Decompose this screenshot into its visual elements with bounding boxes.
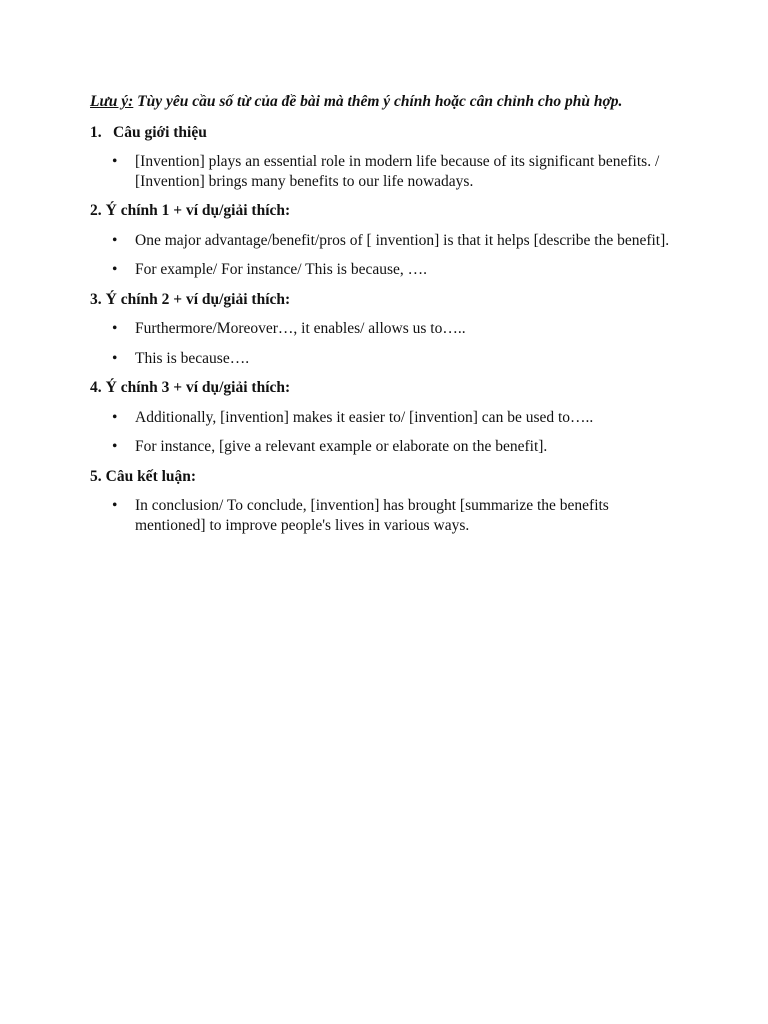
- section-title: Câu giới thiệu: [113, 123, 207, 141]
- list-item: [90, 349, 670, 369]
- bullet-icon: •: [112, 349, 118, 367]
- list-item: [90, 408, 670, 428]
- section-heading: [90, 467, 670, 487]
- list-item-text: In conclusion/ To conclude, [invention] has brought [summarize the benefits mentioned] to improve people's lives in various ways.: [135, 497, 609, 534]
- section-heading: [90, 201, 670, 221]
- list-item-text: [Invention] plays an essential role in modern life because of its significant benefits. / [Invention] brings many benefits to our life nowadays.: [135, 153, 660, 190]
- list-item-text: For example/ For instance/ This is because, ….: [135, 261, 428, 278]
- bullet-icon: •: [112, 497, 118, 514]
- section-number: 2.: [90, 202, 102, 219]
- bullet-list: [90, 408, 670, 457]
- list-item: [90, 260, 670, 280]
- section-heading: [90, 378, 670, 398]
- list-item: [90, 152, 670, 191]
- list-item: [90, 319, 670, 339]
- section-number: 5.: [90, 467, 102, 485]
- list-item: [90, 496, 670, 535]
- bullet-icon: •: [112, 408, 118, 426]
- section-title: Ý chính 1 + ví dụ/giải thích:: [105, 202, 291, 219]
- bullet-list: [90, 496, 670, 535]
- note-paragraph: [90, 92, 670, 112]
- section-number: 1.: [90, 123, 102, 141]
- section-main-idea-1: [90, 201, 670, 280]
- section-title: Câu kết luận:: [105, 467, 197, 485]
- section-number: 4.: [90, 379, 102, 396]
- bullet-list: [90, 152, 670, 191]
- bullet-icon: •: [112, 231, 118, 249]
- document-page: [90, 92, 670, 545]
- list-item: [90, 231, 670, 251]
- section-main-idea-2: [90, 290, 670, 369]
- section-heading: [90, 290, 670, 310]
- section-title: Ý chính 3 + ví dụ/giải thích:: [105, 379, 291, 396]
- list-item-text: Additionally, [invention] makes it easier to/ [invention] can be used to…..: [135, 408, 594, 426]
- section-title: Ý chính 2 + ví dụ/giải thích:: [105, 290, 291, 308]
- section-main-idea-3: [90, 378, 670, 457]
- bullet-icon: •: [112, 438, 118, 455]
- note-label: Lưu ý:: [90, 93, 134, 110]
- list-item-text: Furthermore/Moreover…, it enables/ allows us to…..: [135, 320, 466, 337]
- list-item-text: For instance, [give a relevant example or elaborate on the benefit].: [135, 438, 548, 455]
- list-item-text: One major advantage/benefit/pros of [ invention] is that it helps [describe the benefit].: [135, 231, 670, 249]
- list-item: [90, 437, 670, 457]
- bullet-icon: •: [112, 261, 118, 278]
- bullet-list: [90, 319, 670, 368]
- bullet-icon: •: [112, 320, 118, 337]
- section-conclusion: [90, 467, 670, 536]
- list-item-text: This is because….: [135, 349, 250, 367]
- section-number: 3.: [90, 290, 102, 308]
- bullet-list: [90, 231, 670, 280]
- section-heading: [90, 123, 670, 143]
- note-text: Tùy yêu cầu số từ của đề bài mà thêm ý chính hoặc cân chỉnh cho phù hợp.: [133, 93, 623, 110]
- bullet-icon: •: [112, 153, 118, 170]
- section-intro: [90, 123, 670, 192]
